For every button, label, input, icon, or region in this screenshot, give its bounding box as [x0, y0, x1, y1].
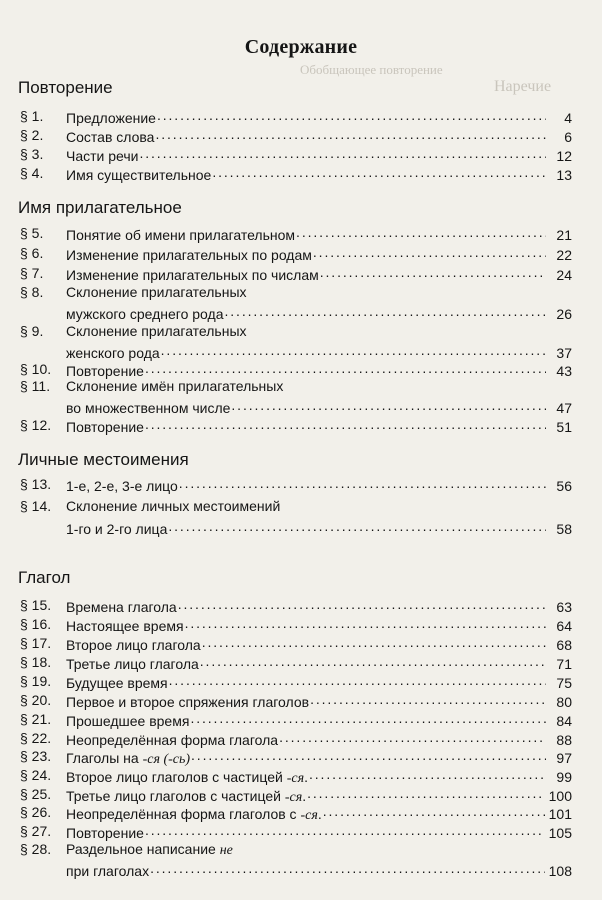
- entry-title-italic: -ся: [300, 808, 318, 823]
- entry-title-part: Имя существительное: [66, 167, 212, 183]
- section-number: § 12.: [20, 417, 52, 433]
- entry-title-part: .: [304, 769, 308, 785]
- entry-title-part: Первое и второе спряжения глаголов: [66, 694, 310, 710]
- entry-title-part: Второе лицо глагола: [66, 637, 201, 653]
- section-number: § 4.: [20, 165, 44, 181]
- page-number: 99: [556, 769, 572, 785]
- toc-entry: [20, 616, 572, 634]
- section-number: § 10.: [20, 361, 52, 377]
- section-number: § 28.: [20, 841, 52, 857]
- dot-leader: [307, 786, 545, 801]
- section-number: § 27.: [20, 823, 52, 839]
- toc-entry: [20, 165, 572, 183]
- dot-leader: [169, 673, 546, 688]
- entry-title: [66, 806, 322, 824]
- entry-title-part: Неопределённая форма глагола: [66, 732, 279, 748]
- entry-title: [66, 521, 167, 537]
- entry-title-part: Склонение прилагательных: [66, 323, 247, 339]
- section-number: § 15.: [20, 597, 52, 613]
- page-number: 12: [556, 148, 572, 164]
- page-number: 24: [556, 267, 572, 283]
- section-number: § 16.: [20, 616, 52, 632]
- page-number: 13: [556, 167, 572, 183]
- dot-leader: [323, 804, 545, 819]
- entry-title: [66, 637, 201, 653]
- entry-title-line: [66, 378, 283, 394]
- toc-entry: [20, 146, 572, 164]
- page-number: 100: [548, 788, 572, 804]
- entry-title-part: 1-е, 2-е, 3-е лицо: [66, 478, 178, 494]
- section-number: § 17.: [20, 635, 52, 651]
- page-number: 4: [564, 110, 572, 126]
- page-number: 43: [556, 363, 572, 379]
- toc-entry: [20, 748, 572, 766]
- entry-title: [66, 478, 178, 494]
- entry-title-part: Изменение прилагательных по числам: [66, 267, 319, 283]
- entry-title-part: 1-го и 2-го лица: [66, 521, 168, 537]
- section-number: § 13.: [20, 476, 52, 492]
- entry-title-part: Раздельное написание: [66, 841, 220, 857]
- section-number: § 11.: [20, 378, 51, 394]
- page-number: 51: [556, 419, 572, 435]
- entry-title-part: .: [302, 788, 307, 804]
- dot-leader: [178, 597, 546, 612]
- toc-entry: [20, 476, 572, 494]
- dot-leader: [225, 304, 547, 319]
- page-number: 97: [556, 750, 572, 766]
- entry-title: [66, 675, 168, 691]
- toc-entry: [20, 804, 572, 822]
- entry-title-line: [66, 498, 280, 514]
- page-number: 56: [556, 478, 572, 494]
- dot-leader: [200, 654, 546, 669]
- entry-title: [66, 769, 308, 787]
- page-number: 88: [556, 732, 572, 748]
- entry-title-part: при глаголах: [66, 863, 150, 879]
- page-number: 101: [548, 806, 572, 822]
- page-number: 37: [556, 345, 572, 361]
- section-number: § 25.: [20, 786, 52, 802]
- page-number: 80: [556, 694, 572, 710]
- entry-title-part: Части речи: [66, 148, 139, 164]
- dot-leader: [313, 245, 546, 260]
- section-number: § 8.: [20, 284, 44, 300]
- entry-title: [66, 167, 211, 183]
- toc-entry: [20, 786, 572, 804]
- dot-leader: [161, 343, 546, 358]
- section-number: § 3.: [20, 146, 44, 162]
- section-number: § 23.: [20, 748, 52, 764]
- page-number: 84: [556, 713, 572, 729]
- dot-leader: [296, 225, 546, 240]
- entry-title: [66, 400, 230, 416]
- entry-title: [66, 306, 224, 322]
- dot-leader: [157, 108, 546, 123]
- entry-title-part: Склонение имён прилагательных: [66, 378, 284, 394]
- page-number: 47: [556, 400, 572, 416]
- page-number: 21: [556, 227, 572, 243]
- entry-title: [66, 419, 144, 435]
- entry-title: [66, 599, 177, 615]
- entry-title: [66, 227, 295, 243]
- toc-entry: [20, 730, 572, 748]
- entry-title-part: Настоящее время: [66, 618, 184, 634]
- dot-leader: [309, 767, 546, 782]
- section-number: § 20.: [20, 692, 52, 708]
- toc-entry: [20, 284, 572, 322]
- entry-title: [66, 110, 156, 126]
- toc-entry: [20, 711, 572, 729]
- section-heading: Повторение: [18, 78, 113, 97]
- toc-entry: [20, 378, 572, 416]
- entry-title-part: Предложение: [66, 110, 156, 126]
- entry-title: [66, 618, 184, 634]
- section-number: § 7.: [20, 265, 44, 281]
- section-number: § 5.: [20, 225, 44, 241]
- dot-leader: [139, 146, 546, 161]
- entry-title: [66, 345, 160, 361]
- section-heading: Личные местоимения: [18, 450, 189, 469]
- dot-leader: [212, 165, 546, 180]
- section-number: § 21.: [20, 711, 52, 727]
- dot-leader: [155, 127, 546, 142]
- entry-title: [66, 267, 319, 283]
- entry-title-line: [66, 284, 247, 300]
- dot-leader: [231, 398, 546, 413]
- page-number: 105: [548, 825, 572, 841]
- bleed-through-text: Обобщающее повторение: [300, 62, 443, 77]
- page-title: Содержание: [244, 36, 358, 58]
- entry-title: [66, 694, 309, 710]
- toc-entry: [20, 417, 572, 435]
- entry-title-part: Третье лицо глагола: [66, 656, 199, 672]
- entry-title-part: Второе лицо глаголов с частицей: [66, 769, 287, 785]
- page-number: 63: [556, 599, 572, 615]
- toc-entry: [20, 635, 572, 653]
- toc-entry: [20, 245, 572, 263]
- entry-title-part: Неопределённая форма глаголов с: [66, 806, 301, 822]
- dot-leader: [150, 861, 545, 876]
- section-number: § 9.: [20, 323, 44, 339]
- toc-entry: [20, 108, 572, 126]
- entry-title: [66, 863, 149, 879]
- entry-title-part: Состав слова: [66, 129, 155, 145]
- section-number: § 18.: [20, 654, 52, 670]
- entry-title: [66, 656, 199, 672]
- entry-title-part: во множественном числе: [66, 400, 231, 416]
- entry-title-part: Повторение: [66, 419, 144, 435]
- entry-title: [66, 825, 144, 841]
- dot-leader: [145, 417, 546, 432]
- toc-entry: [20, 823, 572, 841]
- section-number: § 26.: [20, 804, 52, 820]
- entry-title-part: Изменение прилагательных по родам: [66, 247, 312, 263]
- entry-title: [66, 713, 189, 729]
- toc-entry: [20, 673, 572, 691]
- section-number: § 1.: [20, 108, 44, 124]
- toc-entry: [20, 323, 572, 361]
- section-number: § 14.: [20, 498, 52, 514]
- entry-title-part: Третье лицо глаголов с частицей: [66, 788, 285, 804]
- section-number: § 24.: [20, 767, 52, 783]
- page-number: 68: [556, 637, 572, 653]
- entry-title-italic: -ся: [286, 771, 305, 786]
- page-number: 6: [564, 129, 572, 145]
- toc-entry: [20, 841, 572, 879]
- dot-leader: [168, 519, 546, 534]
- entry-title-part: Склонение прилагательных: [66, 284, 247, 300]
- entry-title-part: Прошедшее время: [66, 713, 190, 729]
- toc-entry: [20, 361, 572, 379]
- entry-title-italic: не: [219, 843, 233, 858]
- dot-leader: [202, 635, 546, 650]
- dot-leader: [310, 692, 546, 707]
- toc-entry: [20, 767, 572, 785]
- entry-title-line: [66, 323, 247, 339]
- toc-entry: [20, 654, 572, 672]
- section-number: § 2.: [20, 127, 44, 143]
- entry-title: [66, 363, 144, 379]
- page-number: 71: [556, 656, 572, 672]
- entry-title-part: .: [317, 806, 322, 822]
- dot-leader: [185, 616, 546, 631]
- entry-title-italic: -ся (-сь): [142, 752, 191, 767]
- entry-title-part: Склонение личных местоимений: [66, 498, 281, 514]
- entry-title-part: Понятие об имени прилагательном: [66, 227, 296, 243]
- entry-title-line: [66, 841, 233, 859]
- dot-leader: [179, 476, 546, 491]
- entry-title-part: мужского среднего рода: [66, 306, 224, 322]
- page-number: 26: [556, 306, 572, 322]
- entry-title: [66, 732, 278, 748]
- toc-entry: [20, 225, 572, 243]
- page-number: 64: [556, 618, 572, 634]
- entry-title-part: женского рода: [66, 345, 160, 361]
- entry-title-part: Повторение: [66, 363, 144, 379]
- section-heading: Имя прилагательное: [18, 198, 182, 217]
- dot-leader: [191, 748, 546, 763]
- dot-leader: [145, 361, 546, 376]
- entry-title-part: Глаголы на: [66, 750, 143, 766]
- dot-leader: [320, 265, 546, 280]
- page-number: 108: [548, 863, 572, 879]
- toc-entry: [20, 127, 572, 145]
- entry-title: [66, 129, 154, 145]
- entry-title-part: Будущее время: [66, 675, 168, 691]
- entry-title: [66, 148, 138, 164]
- section-number: § 6.: [20, 245, 44, 261]
- entry-title: [66, 247, 312, 263]
- section-heading: Глагол: [18, 568, 71, 587]
- entry-title-part: Повторение: [66, 825, 144, 841]
- section-number: § 22.: [20, 730, 52, 746]
- dot-leader: [279, 730, 546, 745]
- bleed-through-text: Наречие: [494, 78, 552, 95]
- page-number: 58: [556, 521, 572, 537]
- toc-entry: [20, 692, 572, 710]
- entry-title: [66, 750, 190, 768]
- entry-title-part: Времена глагола: [66, 599, 177, 615]
- toc-entry: [20, 265, 572, 283]
- toc-entry: [20, 498, 572, 537]
- section-number: § 19.: [20, 673, 52, 689]
- dot-leader: [190, 711, 546, 726]
- entry-title-italic: -ся: [284, 790, 303, 805]
- dot-leader: [145, 823, 545, 838]
- toc-entry: [20, 597, 572, 615]
- page-number: 22: [556, 247, 572, 263]
- page-number: 75: [556, 675, 572, 691]
